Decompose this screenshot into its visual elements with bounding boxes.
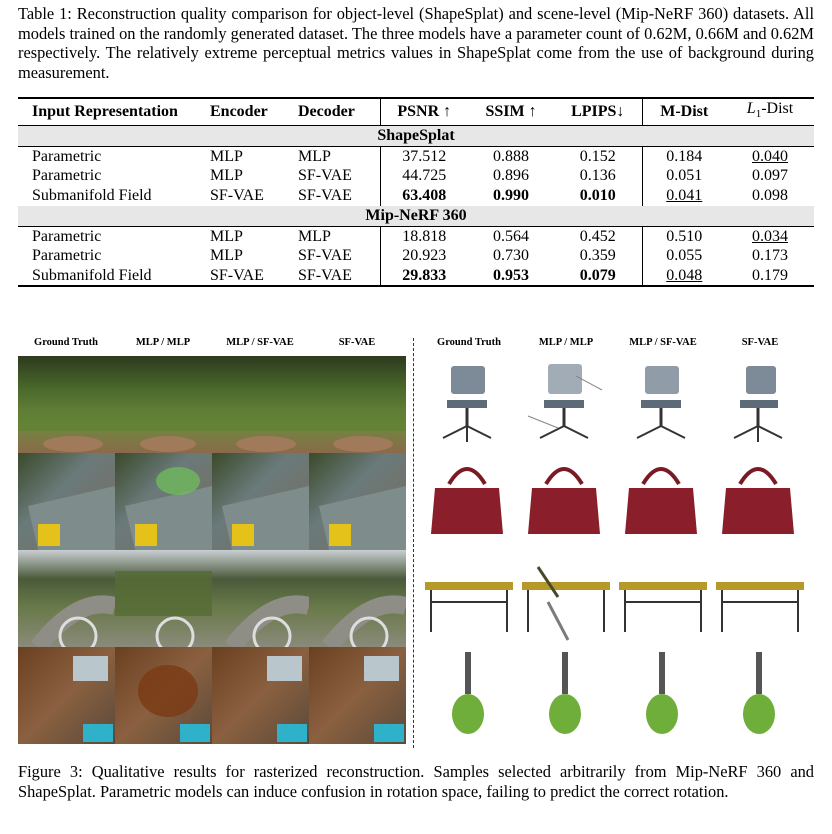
guitar-sfvae: [743, 652, 775, 734]
scene-row-table: [18, 453, 406, 550]
label-sfvae-scene: SF-VAE: [338, 337, 376, 348]
handbag-mlp-mlp: [528, 469, 600, 534]
kitchen-ground-truth: [18, 647, 115, 744]
table-row: [18, 186, 814, 206]
label-mlp-mlp-scene: MLP / MLP: [135, 337, 191, 348]
garden-mlp-sfvae: [212, 356, 309, 453]
section-title: ShapeSplat: [18, 125, 814, 146]
header-l1dist: $L_1$-Dist: [746, 100, 794, 121]
table-header-row: [18, 98, 814, 125]
cell-input: Parametric: [32, 247, 102, 265]
scene-row-kitchen: [18, 647, 406, 744]
cell-psnr: 18.818: [380, 226, 468, 246]
cell-ssim: 0.953: [493, 266, 529, 284]
header-encoder: Encoder: [210, 103, 268, 121]
cell-decoder: SF-VAE: [298, 167, 352, 185]
object-row-chair: [443, 364, 782, 442]
guitar-mlp-mlp: [549, 652, 581, 734]
cell-input: Parametric: [32, 167, 102, 185]
object-reconstruction-grid: [421, 356, 813, 748]
label-mlp-sfvae-object: MLP / SF-VAE: [629, 337, 697, 348]
table-row: [18, 246, 814, 266]
table-mlp-mlp: [115, 453, 212, 550]
cell-ssim: 0.896: [493, 167, 529, 185]
cell-decoder: SF-VAE: [298, 247, 352, 265]
cell-decoder: MLP: [298, 227, 331, 245]
cell-psnr: 63.408: [380, 186, 468, 206]
cell-encoder: MLP: [210, 147, 243, 165]
cell-lpips: 0.010: [579, 186, 616, 204]
figure-caption: Figure 3: Qualitative results for rasterized reconstruction. Samples selected arbitrarily from Mip-NeRF 360 and ShapeSplat. Parametric models can induce confusion in rotation space, failing to predict the correct rotation.: [18, 762, 814, 801]
scene-row-bicycle: [18, 550, 406, 654]
cell-ssim: 0.990: [493, 186, 529, 204]
header-psnr: PSNR ↑: [380, 98, 468, 125]
cell-mdist: 0.041: [642, 186, 726, 206]
cell-encoder: SF-VAE: [210, 186, 264, 204]
table-mlp-sfvae: [212, 453, 309, 550]
cell-decoder: SF-VAE: [298, 186, 352, 204]
cell-l1: 0.040: [752, 147, 788, 165]
cell-ssim: 0.730: [493, 247, 529, 265]
chair-mlp-sfvae: [637, 366, 685, 438]
figure-divider: [413, 338, 414, 748]
bicycle-mlp-sfvae: [212, 550, 309, 654]
kitchen-sfvae: [309, 647, 406, 744]
cell-lpips: 0.152: [579, 147, 616, 165]
cell-mdist: 0.184: [642, 146, 726, 166]
cell-input: Submanifold Field: [32, 266, 152, 284]
cell-l1: 0.173: [752, 247, 788, 265]
scene-row-garden: [18, 356, 406, 453]
garden-mlp-mlp: [115, 356, 212, 453]
label-mlp-sfvae-scene: MLP / SF-VAE: [226, 337, 294, 348]
cell-ssim: 0.888: [493, 147, 529, 165]
label-gt-scene: Ground Truth: [34, 337, 98, 348]
garden-ground-truth: [18, 356, 115, 453]
table-row: [18, 226, 814, 246]
results-table: [18, 97, 814, 287]
cell-encoder: MLP: [210, 167, 243, 185]
cell-lpips: 0.359: [579, 247, 616, 265]
cell-lpips: 0.079: [579, 266, 616, 284]
cell-psnr: 20.923: [380, 246, 468, 266]
handbag-sfvae: [722, 469, 794, 534]
header-decoder: Decoder: [298, 103, 355, 121]
cell-mdist: 0.510: [642, 226, 726, 246]
label-sfvae-object: SF-VAE: [741, 337, 779, 348]
bench-mlp-mlp: [522, 567, 610, 640]
cell-psnr: 29.833: [380, 266, 468, 287]
header-mdist: M-Dist: [642, 98, 726, 125]
cell-lpips: 0.136: [579, 167, 616, 185]
table-row: [18, 166, 814, 186]
cell-encoder: MLP: [210, 247, 243, 265]
object-row-bench: [425, 567, 804, 640]
cell-l1: 0.034: [752, 227, 788, 245]
cell-ssim: 0.564: [493, 227, 529, 245]
cell-mdist: 0.048: [642, 266, 726, 287]
section-title: Mip-NeRF 360: [18, 206, 814, 227]
cell-psnr: 44.725: [380, 166, 468, 186]
guitar-ground-truth: [452, 652, 484, 734]
bench-ground-truth: [425, 582, 513, 632]
cell-l1: 0.179: [752, 266, 788, 284]
garden-sfvae: [309, 356, 406, 453]
kitchen-mlp-mlp: [115, 647, 212, 744]
object-row-guitar: [452, 652, 775, 734]
bench-sfvae: [716, 582, 804, 632]
cell-input: Parametric: [32, 227, 102, 245]
cell-input: Parametric: [32, 147, 102, 165]
cell-l1: 0.098: [752, 186, 788, 204]
cell-decoder: SF-VAE: [298, 266, 352, 284]
chair-sfvae: [734, 366, 782, 442]
table-row: [18, 266, 814, 287]
cell-encoder: MLP: [210, 227, 243, 245]
table-section-header: [18, 206, 814, 227]
header-ssim: SSIM ↑: [485, 103, 537, 121]
table-ground-truth: [18, 453, 115, 550]
header-lpips: LPIPS↓: [571, 103, 625, 121]
chair-ground-truth: [443, 366, 491, 442]
cell-mdist: 0.055: [642, 246, 726, 266]
bench-mlp-sfvae: [619, 582, 707, 632]
table-caption: Table 1: Reconstruction quality comparison for object-level (ShapeSplat) and scene-level (Mip-NeRF 360) datasets. All models trained on the randomly generated dataset. The three models have a parameter count of 0.62M, 0.66M and 0.62M respectively. The relatively extreme perceptual metrics values in ShapeSplat come from the use of background during measurement.: [18, 4, 814, 82]
bicycle-ground-truth: [18, 550, 115, 654]
label-gt-object: Ground Truth: [437, 337, 501, 348]
cell-mdist: 0.051: [642, 166, 726, 186]
label-mlp-mlp-object: MLP / MLP: [538, 337, 594, 348]
handbag-mlp-sfvae: [625, 469, 697, 534]
kitchen-mlp-sfvae: [212, 647, 309, 744]
handbag-ground-truth: [431, 469, 503, 534]
scene-reconstruction-grid: [18, 356, 406, 744]
guitar-mlp-sfvae: [646, 652, 678, 734]
cell-input: Submanifold Field: [32, 186, 152, 204]
table-sfvae: [309, 453, 406, 550]
scene-grid-svg: [18, 356, 406, 744]
object-row-handbag: [431, 469, 794, 534]
cell-l1: 0.097: [752, 167, 788, 185]
cell-encoder: SF-VAE: [210, 266, 264, 284]
bicycle-sfvae: [309, 550, 406, 654]
table-section-header: [18, 125, 814, 146]
cell-decoder: MLP: [298, 147, 331, 165]
table-row: [18, 146, 814, 166]
chair-mlp-mlp: [528, 364, 602, 438]
bicycle-mlp-mlp: [115, 550, 212, 654]
cell-lpips: 0.452: [579, 227, 616, 245]
header-input: Input Representation: [32, 103, 178, 121]
cell-psnr: 37.512: [380, 146, 468, 166]
